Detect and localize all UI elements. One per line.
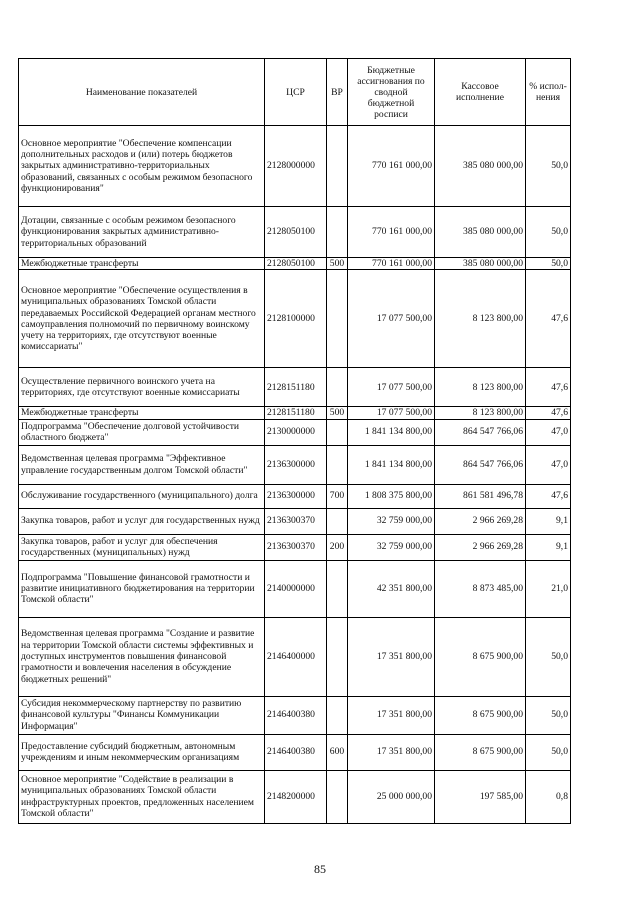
table-row [19,560,571,617]
indicator-name: Обслуживание государственного (муниципального) долга [19,484,265,508]
column-header-percent: % испол-нения [526,59,571,126]
csr-code: 2148200000 [265,770,327,823]
csr-code: 2128100000 [265,270,327,368]
execution-percent: 9,1 [526,534,571,560]
budget-allocation: 32 759 000,00 [348,534,435,560]
vr-code [327,617,348,696]
budget-execution-table [18,58,571,824]
indicator-name: Предоставление субсидий бюджетным, автономным учреждениям и иным некоммерческим организациям [19,734,265,770]
budget-allocation: 770 161 000,00 [348,258,435,270]
indicator-name: Подпрограмма "Повышение финансовой грамотности и развитие инициативного бюджетирования на территории Томской области" [19,560,265,617]
vr-code: 600 [327,734,348,770]
cash-execution: 8 123 800,00 [435,270,526,368]
execution-percent: 47,6 [526,407,571,419]
budget-allocation: 17 351 800,00 [348,617,435,696]
csr-code: 2146400380 [265,734,327,770]
csr-code: 2136300000 [265,484,327,508]
vr-code [327,560,348,617]
budget-allocation: 1 808 375 800,00 [348,484,435,508]
indicator-name: Субсидия некоммерческому партнерству по развитию финансовой культуры "Финансы Коммуникации Информация" [19,696,265,734]
budget-allocation: 42 351 800,00 [348,560,435,617]
indicator-name: Дотации, связанные с особым режимом безопасного функционирования закрытых административно-территориальных образований [19,207,265,258]
indicator-name: Основное мероприятие "Обеспечение осуществления в муниципальных образованиях Томской области передаваемых Российской Федерацией органам местного самоуправления полномочий по первичному воинскому учету на территориях, где отсутствуют военные комиссариаты" [19,270,265,368]
table-row [19,445,571,484]
execution-percent: 47,6 [526,368,571,407]
csr-code: 2146400000 [265,617,327,696]
csr-code: 2128050100 [265,258,327,270]
execution-percent: 47,6 [526,484,571,508]
indicator-name: Основное мероприятие "Содействие в реализации в муниципальных образованиях Томской области инфраструктурных проектов, предложенных населением Томской области" [19,770,265,823]
table-row [19,207,571,258]
cash-execution: 861 581 496,78 [435,484,526,508]
table-row [19,508,571,534]
execution-percent: 50,0 [526,734,571,770]
table-row [19,368,571,407]
budget-allocation: 770 161 000,00 [348,126,435,207]
table-row [19,534,571,560]
execution-percent: 50,0 [526,617,571,696]
table-row [19,617,571,696]
table-row [19,696,571,734]
vr-code [327,508,348,534]
execution-percent: 9,1 [526,508,571,534]
csr-code: 2130000000 [265,419,327,445]
indicator-name: Ведомственная целевая программа "Создание и развитие на территории Томской области системы эффективных и доступных инструментов повышения финансовой грамотности и вовлечения населения в обсуждение бюджетных решений" [19,617,265,696]
table-row [19,419,571,445]
csr-code: 2146400380 [265,696,327,734]
csr-code: 2128151180 [265,368,327,407]
indicator-name: Осуществление первичного воинского учета на территориях, где отсутствуют военные комиссариаты [19,368,265,407]
execution-percent: 47,0 [526,419,571,445]
indicator-name: Межбюджетные трансферты [19,258,265,270]
budget-allocation: 17 077 500,00 [348,270,435,368]
vr-code [327,419,348,445]
cash-execution: 385 080 000,00 [435,258,526,270]
csr-code: 2136300370 [265,508,327,534]
cash-execution: 864 547 766,06 [435,445,526,484]
budget-allocation: 17 077 500,00 [348,368,435,407]
table-row [19,126,571,207]
cash-execution: 2 966 269,28 [435,508,526,534]
indicator-name: Подпрограмма "Обеспечение долговой устойчивости областного бюджета" [19,419,265,445]
csr-code: 2128050100 [265,207,327,258]
execution-percent: 50,0 [526,696,571,734]
vr-code [327,770,348,823]
indicator-name: Ведомственная целевая программа "Эффективное управление государственным долгом Томской области" [19,445,265,484]
indicator-name: Закупка товаров, работ и услуг для обеспечения государственных (муниципальных) нужд [19,534,265,560]
csr-code: 2128000000 [265,126,327,207]
cash-execution: 2 966 269,28 [435,534,526,560]
execution-percent: 47,0 [526,445,571,484]
budget-allocation: 770 161 000,00 [348,207,435,258]
table-row [19,407,571,419]
cash-execution: 8 675 900,00 [435,696,526,734]
column-header-cash: Кассовое исполнение [435,59,526,126]
column-header-budget: Бюджетные ассигнования по сводной бюджетной росписи [348,59,435,126]
vr-code [327,270,348,368]
cash-execution: 385 080 000,00 [435,126,526,207]
budget-allocation: 1 841 134 800,00 [348,445,435,484]
vr-code: 700 [327,484,348,508]
execution-percent: 21,0 [526,560,571,617]
vr-code [327,207,348,258]
csr-code: 2136300000 [265,445,327,484]
execution-percent: 50,0 [526,126,571,207]
table-row [19,258,571,270]
cash-execution: 8 675 900,00 [435,617,526,696]
cash-execution: 864 547 766,06 [435,419,526,445]
table-row [19,770,571,823]
budget-allocation: 1 841 134 800,00 [348,419,435,445]
vr-code [327,696,348,734]
table-row [19,484,571,508]
execution-percent: 50,0 [526,258,571,270]
cash-execution: 197 585,00 [435,770,526,823]
vr-code [327,368,348,407]
execution-percent: 0,8 [526,770,571,823]
table-row [19,270,571,368]
column-header-csr: ЦСР [265,59,327,126]
csr-code: 2136300370 [265,534,327,560]
cash-execution: 8 675 900,00 [435,734,526,770]
vr-code: 500 [327,258,348,270]
vr-code [327,126,348,207]
page-number: 85 [314,862,326,876]
budget-allocation: 17 351 800,00 [348,696,435,734]
execution-percent: 50,0 [526,207,571,258]
cash-execution: 8 873 485,00 [435,560,526,617]
vr-code: 500 [327,407,348,419]
budget-allocation: 17 351 800,00 [348,734,435,770]
budget-allocation: 17 077 500,00 [348,407,435,419]
column-header-vr: ВР [327,59,348,126]
table-header-row [19,59,571,126]
vr-code: 200 [327,534,348,560]
indicator-name: Основное мероприятие "Обеспечение компенсации дополнительных расходов и (или) потерь бюджетов закрытых административно-территориальных образований, связанных с особым режимом безопасного функционирования" [19,126,265,207]
table-row [19,734,571,770]
cash-execution: 385 080 000,00 [435,207,526,258]
cash-execution: 8 123 800,00 [435,407,526,419]
indicator-name: Межбюджетные трансферты [19,407,265,419]
budget-allocation: 32 759 000,00 [348,508,435,534]
csr-code: 2140000000 [265,560,327,617]
column-header-name: Наименование показателей [19,59,265,126]
vr-code [327,445,348,484]
budget-allocation: 25 000 000,00 [348,770,435,823]
csr-code: 2128151180 [265,407,327,419]
cash-execution: 8 123 800,00 [435,368,526,407]
execution-percent: 47,6 [526,270,571,368]
indicator-name: Закупка товаров, работ и услуг для государственных нужд [19,508,265,534]
